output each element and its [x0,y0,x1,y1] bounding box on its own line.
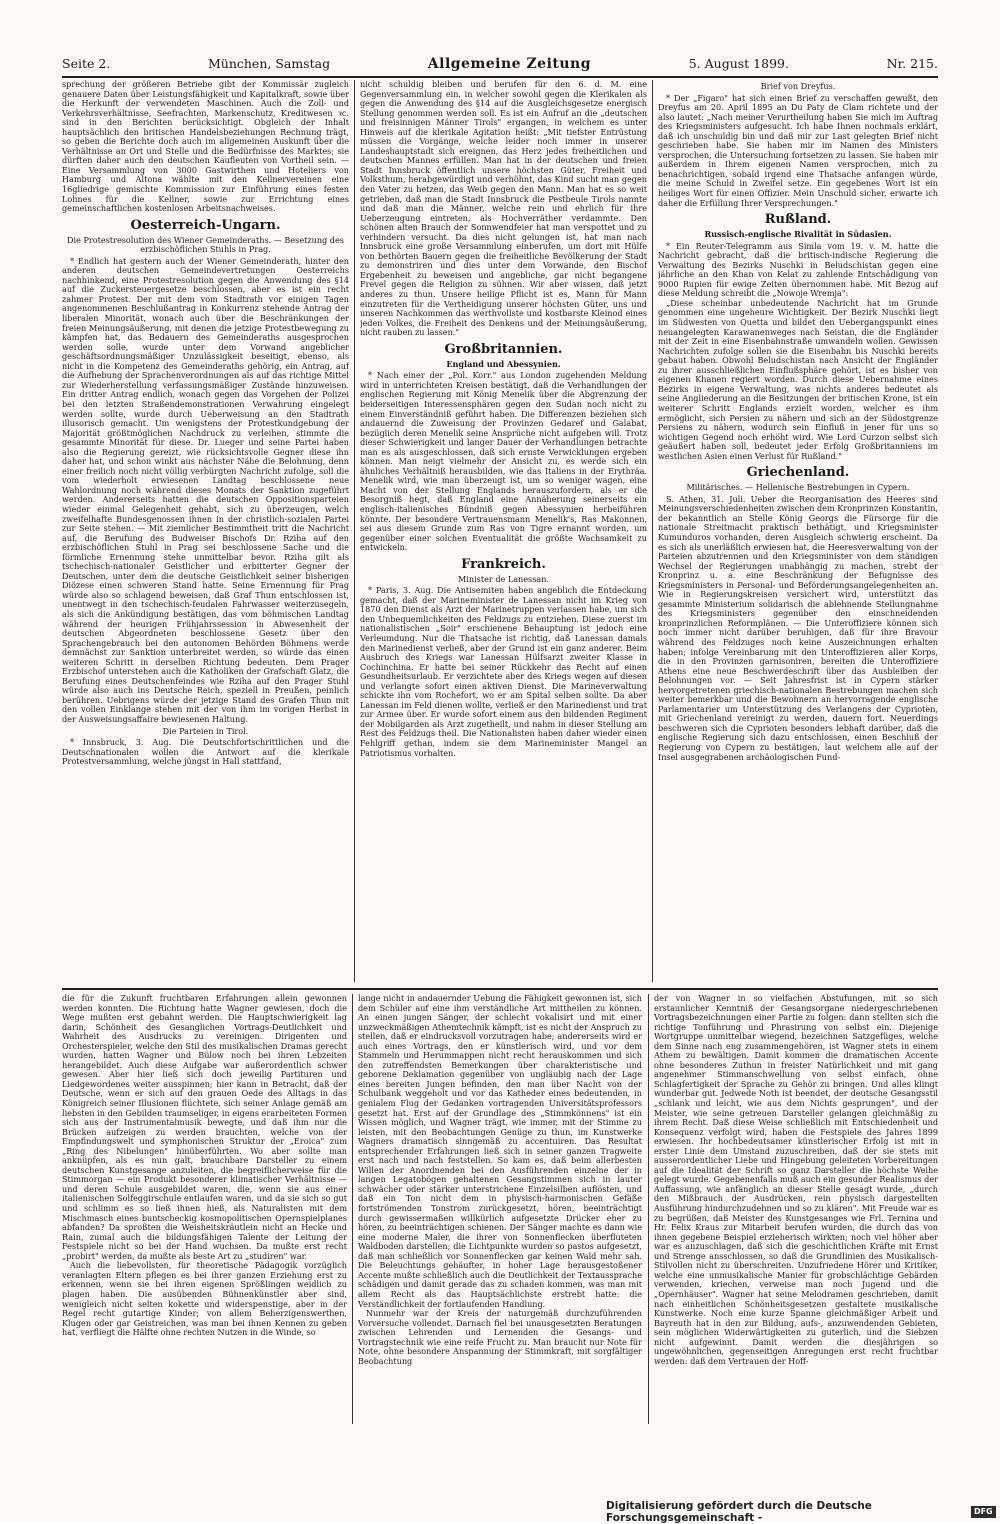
col2-para-3: * Paris, 3. Aug. Die Antisemiten haben angeblich die Entdeckung gemacht, daß der Marineminister de Lanessan nicht im Krieg von 1870 den Dienst als Arzt der Marinetruppen verlassen habe, um sich den Unbequemlichkeiten des Feldzugs zu entziehen. Diese zuerst im nationalistischen „Soir" erschienene Behauptung ist jedoch eine Verleumdung. Nur die Thatsache ist richtig, daß Lanessan damals den Marinedienst verließ, aber der Grund ist ein ganz anderer. Beim Ausbruch des Kriegs war Lanessan Hülfsarzt zweiter Klasse in Cochinchina. Er hatte bei seiner Rückkehr das Recht auf einen Gesundheitsurlaub. Er verzichtete aber des Kriegs wegen auf diesen und verlangte sofort einen aktiven Dienst. Die Marineverwaltung schickte ihn vom Rochefort, wo er am Spital selben sollte. Da aber Lanessan im Feld dienen wollte, verließ er den Marinedienst und trat zur Armee über. Er wurde sofort einem aus den bildenden Regiment der Mobilgarden als Arzt zugetheilt, und nahm in dieser Stellung am Rest des Feldzugs theil. Die Nationalisten haben daher wieder einen Fehlgriff gethan, indem sie dem Marineminister Mangel an Patriotismus vorhalten. [360,585,647,758]
col3-para-4: S. Athen, 31. Juli. Ueber die Reorganisation des Heeres sind Meinungsverschiedenheiten zwischen dem Kronprinzen Konstantin, der bekanntlich an Stelle König Georgs die Fürsorge für die nationale Streitmacht praktisch bethätigt, und Kriegsminister Kumunduros vorhanden, deren Ausgleich schwierig erscheint. Da es sich als unerläßlich erwiesen hat, die Heeresverwaltung von der Parteien abzutrennen und den Kriegsminister von dem ständigen Wechsel der Regierungen unabhängig zu machen, strebt der Kronprinz u. a. eine Beschränkung der Befugnisse des Kriegsministers in Personal- und Beförderungsangelegenheiten an. Wie in Regierungskreisen versichert wird, unterstützt das gesammte Ministerium solidarisch die ablehnende Stellungnahme des Kriegsministers gegenüber den einschneidenden kronprinzlichen Reformplänen. — Die Unteroffiziere können sich noch immer nicht darüber beruhigen, daß für ihre Bravour während des Feldzuges noch keine Auszeichnungen erhalten haben; infolge Vereinbarung mit den Unteroffizieren aller Korps, die in den Provinzen garnisoniren, bereiten die Unteroffiziere Athens eine neue Beschwerdeschrift über das Ausbleiben der Belohnungen vor. — Seit Jahresfrist ist in Cypern stärker hervorgetretenen griechisch-nationalen Bestrebungen machen sich weiter bemerkbar und die Bewohnern an hervorragende englische Parlamentarier um Unterstützung des Verlangens der Cyprioten, mit Griechenland vereinigt zu werden, dauern fort. Neuerdings beschweren sich die Cyprioten besonders lebhaft darüber, daß die englische Regierung sich dazu entschlossen, einen Beschluß der Regierung von Cypern zu bestätigen, laut welchem alle auf der Insel ausgegrabenen archäologischen Fund- [658,493,938,762]
subheading-lanessan: Minister de Lanessan. [458,573,549,584]
feuilleton-column-2 [358,994,642,1424]
col2-para-2: * Nach einer der „Pol. Korr." aus London zugehenden Meldung wird in unterrichteten Kreisen bestätigt, daß die Verhandlungen der englischen Regierung mit König Menelik über die Abgrenzung der beiderseitigen Interessensphären gegen den Sudan noch nicht zu einem Einverständniß geführt haben. Die Differenzen beziehen sich andauernd die Zuweisung der Provinzen Gedaref und Galabat, bezüglich deren Menelik seine Ansprüche nicht aufgeben will. Trotz dieser Schwierigkeit und langer Dauer der Verhandlungen betrachte man es als ausgeschlossen, daß sich ernste Verwicklungen ergeben können. Man neigt vielmehr der Ansicht zu, es werde sich ein ähnliches Verhältniß herausbilden, wie das Italiens in der Erythräa. Menelik wird, wie man überzeugt ist, um so weniger wagen, eine Macht von der Stellung Englands herauszufordern, als er die Besorgniß hegt, daß England eine Annäherung seinerseits ein englisch-italienisches Bündniß gegen Abessynien herbeiführen könnte. Der besondere Vertrauensmann Menelik's, Ras Makonnen, sei aus diesem Grunde zum Ras von Tigre ernannt worden, um gegenüber einer solchen Eventualität die größte Wachsamkeit zu entwickeln. [360,370,647,553]
col1-para-1: sprechung der größeren Betriebe gibt der Kommissär zugleich genauere Daten über Leistungsfähigkeit und Kapitalkraft, sowie über die Herkunft der verwendeten Maschinen. Auch die Zoll- und Verkehrsverhältnisse, Seefrachten, Markenschutz, Kreditwesen ꝛc. sind in den Berichten berücksichtigt. Obgleich der Inhalt hauptsächlich den britischen Handelsbeziehungen Rechnung trägt, so geben die Berichte doch auch im allgemeinen Auskunft über die Verhältnisse an Ort und Stelle und die Bedürfnisse des Marktes; sie dürften daher auch den deutschen Kaufleuten von Vortheil sein. — Eine Versammlung von 3000 Gastwirthen und Hoteliers von Hamburg und Altona wählte mit den Kellnervereinen eine 16gliedrige gemischte Kommission zur Einführung eines festen Lohnes für die Kellner, sowie zur Errichtung eines gemeinschaftlichen kostenlosen Arbeitsnachweises. [62,80,349,214]
column-divider-1 [354,80,355,982]
heading-griechenland: Griechenland. [746,465,850,481]
subheading-rivalitaet: Russisch-englische Rivalität in Südasien. [704,229,892,240]
col1-para-3: * Innsbruck, 3. Aug. Die Deutschfortschrittlichen und die Deutschnationalen wollen die Antwort auf die klerikale Protestversammlung, welche jüngst in Hall stattfand, [62,737,349,767]
col2-para-1: nicht schuldig bleiben und berufen für den 6. d. M. eine Gegenversammlung ein, in welcher sowohl gegen die Klerikalen als gegen die Anwendung des §14 auf die Ausgleichsgesetze energisch Stellung genommen werden soll. Es ist ein Aufruf an die „deutschen und freisinnigen Männer Tirols" ergangen, in welchem es unter Hinweis auf die klerikale Agitation heißt: „Mit tiefster Entrüstung müssen die Vorgänge, welche leider noch immer in unserer Landeshauptstadt sich ereignen, das Herz jedes freiheitlichen und deutschen Mannes erfüllen. Man hat in der deutschen und freien Stadt Innsbruck öffentlich unsere höchsten Güter, Freiheit und Volksthum, herabgewürdigt und verhöhnt, das Kind sucht man gegen den Vater zu hetzen, das Weib gegen den Mann. Man hat es so weit getrieben, daß man die Stadt Innsbruck die Pestbeule Tirols nannte und daß man die Männer, welche rein und ehrlich für ihre Ueberzeugung eintreten, als Hochverräther verdammte. Den schönen alten Brauch der Sonnwendfeier hat man verspottet und zu verhindern versucht. Da dies nicht gelungen ist, hat man nach Innsbruck eine große Versammlung einberufen, um dort mit Hülfe von bethörten Bauern gegen die freiheitliche Bevölkerung der Stadt zu demonstriren und dies unter dem Vorwande, den Bischof Ergebenheit zu beweisen und angebliche, gar nicht begangene Frevel gegen die Religion zu sühnen. Wir aber wissen, daß jetzt anderes zu thun. Unsere heilige Pflicht ist es, Mann für Mann einzutreten für die Vertheidigung unserer höchsten Güter, uns und unseren Nachkommen das werthvollste und kostbarste Kleinod eines jeden Volkes, die Freiheit des Denkens und der Meinungsäußerung, nicht rauben zu lassen." [360,80,647,338]
feuilleton-para-5: der von Wagner in so vielfachen Abstufungen, mit so sich erstaunlicher Kenntniß der Gesangsorgane niedergeschriebenen Vortragsbezeichnungen einer Partie zu folgen: dann stellten sich die richtige Tonführung und Phrasirung von selbst ein. Diejenige Wortgruppe unmittelbar wiegend, bezeichnen Satzgefüges, welche dem Sinne nach eng zusammengehören, ist Wagner stets in einem Athem zu bewältigen. Damit kommen die dramatischen Accente ohne besonderes Zuthun in freister Natürlichkeit und mit gang angenehmer Stimmanschwellung von selbst einfach, ohne Schlagfertigkeit der Sprache zu Gehör zu bringen. Und alles klingt wunderbar gut. Jedwede Noth ist beendet, der deutsche Gesangsstil „schlank und leicht, wie aus dem Nichts gesprungen", und der Meister, wie seine getreuen Darsteller gelangen gleichmäßig zu ihrem Recht. Daß diese Weise schließlich mit Entschiedenheit und Konsequenz verfolgt wird, haben die Festspiele des Jahres 1899 erwiesen. Ihr hochbedeutsamer künstlerischer Erfolg ist mit in erster Linie dem Umstand zuzuschreiben, daß der sie stets mit ausserordentlicher Liebe und Hingebung geleiteten Vorbereitungen auf die Idealität der Schrift so ganz Darsteller die höchste Weihe gelegt wurde. Gegebenenfalls muß auch ein gesunder Realismus der Auffassung, wie anfänglich an dieser Stelle gesagt wurde, „durch den Mißbrauch der Ausdrücken, rein physisch dargestellten Ausführung hindurchzudehnen und so zu klären". Mit Freude war es zu begrüßen, daß Meister des Kunstgesanges wie Frl. Ternina und Hr. Felix Kraus zur Mitarbeit berufen wurden, die durch das von ihnen gegebene Beispiel erzieherisch wirkten; noch viel höher aber war es anzuschlagen, daß sich die geschichtlichen Kräfte mit Ernst und Strenge ansschlossen, so daß die Grundlinien des Musikalisch-Stilvollen nicht zu überschreiten. Unzufriedene Hörer und Kritiker, welche eine unmusikalische Manier für grobschlächtige Gebärden verwenden, kriechen, verweise man noch Jugend und die „Opernhäuser". Wagner hat seine Melodramen geschrieben, damit nach einheitlichen Schönheitsgesetzen gestaltete musikalische Kunstwerke. Noch eine kurze Spanne gleichmäßiger Arbeit und Bayreuth hat in den zur Bildung, aufs-, anzuwendenden Gebieten, sein möglichen Widerwärtigkeiten zu guterlich, und die Siebzen nicht aufgewinnt. Damit werden die diesjährigen so ungewöhnlichen, gegenseitigen Anregungen erst recht fruchtbar werden: daß dem Vertrauen der Hoff- [654,994,938,1366]
subheading-protest: Die Protestresolution des Wiener Gemeinderaths. — Besetzung des erzbischöflichen Stuhls in Prag. [67,234,344,255]
feuilleton-divider-2 [648,994,649,1424]
feuilleton-divider-1 [352,994,353,1424]
subheading-england: England und Abessynien. [446,358,561,369]
column-1 [62,80,349,982]
subheading-militaerisches: Militärisches. — Hellenische Bestrebungen in Cypern. [686,482,910,493]
newspaper-title: Allgemeine Zeitung [427,56,592,72]
digitization-credit [606,1500,996,1524]
feuilleton-para-1: die für die Zukunft fruchtbaren Erfahrungen allein gewonnen werden konnten. Die Richtung hatte Wagner gewiesen, doch die Wege mußten erst gebahnt werden. Die Hauptschwierigkeit lag darin, Schönheit des Gesanglichen Vortrags-Deutlichkeit und Wahrheit des Ausdrucks zu vereinigen. Dirigenten und Orchesterspieler, welche den Stil des musikalischen Dramas gerecht wurden, hatten Wagner und Bülow noch bei ihren Lebzeiten herangebildet. Auch diese Aufgabe war außerordentlich schwer gewesen. Aber hier ließ sich doch jeweilig Partituren und Liedgewordenes weiter ausspinnen; hier kann in Betracht, daß der Deutsche, wenn er sich auf den grauen Oede des Alltags in das Königreich seiner Illusionen flüchtete, sich seiner Anlage gemäß am liebsten in den Gebilden traumseliger, in eigens erarbeiteten Formen sich aus der Instrumentalmusik bewegte, und daß ihm nur die Brücken aufzeigen zu werden brauchten, welche von der Empfindungswelt und symphonischen Struktur der „Eroica" zum „Ring des Nibelungen" hinüberführten. Wo aber sollte man anknüpfen, als es nun galt, brauchbare Darsteller zu einem deutschen Kunstgesange anzuleiten, die begreiflicherweise für die Stimmorgan — ein Produkt besonderer klimatischer Verhältnisse — und deren Schule ausgebildet waren, die, wenn sie aus einer italienischen Solfeggirschule entlaufen waren, und da sie sich so gut und schlimm es so ließ ihnen hieß, als Naturalisten mit dem Mischmasch eines buntscheckig kosmopolitischen Opernspielplanes abfanden? Da sproßten die Weisheitskräutlein nicht an Hecke und Rain, zumal auch die bildungsfähigen Talente der Leitung der Festspiele nicht so bei der Hand wuchsen. Da mußte erst recht „probirt" werden, da mußte als beste Art zu „studiren" war. [62,994,347,1261]
feuilleton-para-4: Nunmehr war der Kreis der naturgemäß durchzuführenden Vorversuche vollendet. Darnach fiel bei unausgesetzten Beratungen zwischen Lehrenden und Lernenden die Gesangs- und Vortragstechnik wie eine reife Frucht zu. Man braucht nur Note für Note, ohne besondere Anspannung der Stimmkraft, mit sorgfältiger Beobachtung [358,1308,642,1366]
col3-para-3: „Diese scheinbar unbedeutende Nachricht hat im Grunde genommen eine ungeheure Wichtigkeit. Der Bezirk Nuschki liegt im Südwesten von Quetta und bildet den Uebergangspunkt eines neuangelegten Karawanenweges nach Seistan, die die Engländer mit der Zeit in eine Eisenbahnstraße umwandeln wollen. Gewissen Nachrichten zufolge sollen sie die Eisenbahn bis Nuschki bereits gebaut haben. Obwohl Beludschistan nach Ansicht der Engländer zu ihrer ausschließlichen Einflußsphäre gehört, ist es bisher von eigenen Khanen regiert worden. Durch diese Uebernahme eines Bezirks in eigene Verwaltung, was nichts anderes bedeutet als seine Angliederung an die Besitzungen der britischen Krone, ist ein weiterer Schritt Englands erzielt worden, welcher es ihm ermöglicht, sich Persien zu nähern und sich an der Südostgrenze Persiens zu nähern, wodurch sein Einfluß in jener für uns so wichtigen Gegend noch erhöht wird. Wie Lord Curzon selbst sich geäußert haben soll, bedeutet jeder Erfolg Großbritanniens im westlichen Asien einen Verlust für Rußland." [658,297,938,461]
column-divider-2 [652,80,653,982]
credit-text: Digitalisierung gefördert durch die Deutsche Forschungsgemeinschaft - [606,1500,872,1524]
feuilleton-column-3 [654,994,938,1424]
column-2 [360,80,647,982]
heading-oesterreich: Oesterreich-Ungarn. [130,217,281,233]
feuilleton-column-1 [62,994,347,1424]
col1-para-2: * Endlich hat gestern auch der Wiener Gemeinderath, hinter den anderen deutschen Gemeindevertretungen Oesterreichs nachhinkend, eine Protestresolution gegen die Anwendung des §14 auf die Zuckersteuergesetze beschlossen, aber es ist ein recht zahmer Protest. Der mit dem vom Stadtrath vor einigen Tagen angenommenen Beschlußantrag in Konkurrenz stehende Antrag der liberalen Minorität, wonach auch über die Beschränkungen der freien Meinungsäußerung, mit denen die jetzige Protestbewegung zu kämpfen hat, das Bedauern des Gemeinderaths ausgesprochen werden solle, wurde unter dem Vorwand angeblicher geschäftsordnungsmäßiger Unzulässigkeit beseitigt, ebenso, als nicht in die Kompetenz des Gemeinderaths gehörig, ein Antrag, auf die Aufhebung der Sprachenverordnungen als auf das richtige Mittel zur Wiederherstellung verfassungsmäßiger Zustände hinzuweisen. Ein dritter Antrag endlich, wonach gegen das Vorgehen der Polizei bei den letzten Straßendemonstrationen Verwahrung eingelegt werden sollte, wurde durch Ueberweisung an den Stadtrath illusorisch gemacht. Um wenigstens der Protestkundgebung der Majorität größtmöglichen Nachdruck zu verleihen, stimmte die gesammte Minorität für diese. Dr. Lueger und seine Partei haben also die Regierung gereizt, wie rücksichtsvolle Gegner diese ihn daher hat, und schon winkt aus nächster Nähe die Belohnung, denn einer freilich noch nicht völlig verbürgten Nachricht zufolge, soll die vom wiederholt erwiesenen Landtag beschlossene neue Wahlordnung noch während dieses Monats der Sanktion zugeführt werden. Andererseits hatten die deutschen Oppositionsparteien wieder einmal Gelegenheit gehabt, sich zu überzeugen, welch zweifelhafte Bundesgenossen ihnen in der christlich-sozialen Partei zur Seite stehen. — Mit ziemlicher Bestimmtheit tritt die Nachricht auf, die Berufung des Budweiser Bischofs Dr. Rziha auf den erzbischöflichen Stuhl in Prag sei beschlossene Sache und die förmliche Ernennung stehe unmittelbar bevor. Rziha gilt als tschechisch-nationaler Geistlicher und erbitterter Gegner der Deutschen, unter dem die deutsche Geistlichkeit seiner bisherigen Diözese einen schweren Stand hatte. Seine Ernennung für Prag würde also so schlagend beweisen, daß Graf Thun entschlossen ist, unentwegt in den tschechisch-feudalen Fahrwasser weiterzusegeln, als sich die Ankündigung bestätigen, das vom böhmischen Landtag während der heurigen Frühjahrssession in Abwesenheit der deutschen Abgeordneten beschlossene Gesetz über den Sprachengebrauch bei den autonomen Behörden Böhmens werde demnächst zur Sanktion unterbreitet werden, so würde das einen weiteren Schritt in derselben Richtung bedeuten. Dem Prager Erzbischof unterstehen auch die Katholiken der Grafschaft Glatz, die Berufung eines Deutschenfeindes wie Rziha auf den Prager Stuhl würde also auch ins Deutsche Reich, speziell in Preußen, peinlich berühren. Uebrigens würde der jetzige Stand des Grafen Thun mit den vollen Einklange stehen mit der von ihm im vorigen Herbst in der Ausweisungsaffaire bewiesenen Haltung. [62,255,349,724]
page-number: Seite 2. [62,56,111,71]
place-day: München, Samstag [207,56,331,71]
feuilleton-para-3: lange nicht in andauernder Uebung die Fähigkeit gewonnen ist, sich dem Schüler auf eine ihm verständliche Art mittheilen zu können. An einen jungen Sänger, der schlecht vokalisirt und mit einer unzweckmäßigen Athemtechnik kämpft, ist es nicht der Anspruch zu stellen, daß er eindrucksvoll vorzutragen habe; andererseits wird er auch eines Vortrags, den er künstlerisch wird, und vor dem Stammeln und Herummappen nicht recht herauskommen und sich den zutreffendsten Bemerkungen über charakteristische und geborene Deklamation gegenüber von ungläubig nach der Lage eines bereiten Jungen befinden, den man über Nacht von der Schulbank weggeholt und vor das Katheder eines bedeutenden, in genialem Flug der Gedanken vortragenden Universitätsprofessors gesetzt hat. Erst auf der Grundlage des „Stimmkönnens" ist ein Wissen möglich, und Wagner trägt, wie immer, mit der Stimme zu leisten, mit den Beobachtungen Genüge zu thun, im Kunstwerke Wagners dramatisch sinngemäß zu accentuiren. Das Resultat entsprechender Erfahrungen ließ sich in seiner ganzen Tragweite erst nach und nach feststellen. So kam es, daß beim allerbesten Willen der Anordnenden bei den Ausführenden einzelne der in langen Legatobögen gehaltenen Gesangstimmen sich in lauter schwächer oder stärker unterstrichene Einzelsilben auflösten, und daß ein Ton nicht dem in physisch-harmonischen Gefäße fortströmenden Tonstrom zurückgesetzt, hören, beeinträchtigt durch gewissermaßen willkürlich aufgesetzte Drücker eher zu hören, zu beeinträchtigen schienen. Der Sänger machte es dann wie eine moderne Maler, die ihrer von Sonnenflecken überfluteten Waldboden darstellen; die Lichtpunkte wurden so pastos aufgesetzt, daß man schließlich vor Sonnenflecken gar keinen Wald mehr sah. Die Beleuchtungs gehäufter, in hoher Lage herausgestoßener Accente mußte schließlich auch die Deutlichkeit der Textaussprache schädigen und damit gerade das zu schaden kommen, was man mit allem Recht als das Hauptsächlichste erstrebt hatte: die Verständlichkeit der fortlaufenden Handlung. [358,994,642,1309]
masthead [62,56,938,74]
column-3 [658,80,938,982]
col3-para-2: * Ein Reuter-Telegramm aus Simla vom 19. v. M. hatte die Nachricht gebracht, daß die britisch-indische Regierung die Verwaltung des Bezirks Nuschki in Beludschistan gegen eine jährliche an den Khan von Kelat zu zahlende Entschädigung von 9000 Rupien für ewige Zeiten übernommen habe. Mit Bezug auf diese Meldung schreibt die „Nowoje Wremja": [658,240,938,299]
heading-frankreich: Frankreich. [461,556,546,572]
heading-russland: Rußland. [764,212,832,228]
col3-para-1: * Der „Figaro" hat sich einen Brief zu verschaffen gewußt, den Dreyfus am 20. April 1895 an Du Paty de Clam richtete und der also lautet: „Nach meiner Verurtheilung haben Sie mich im Auftrag des Kriegsministers aufgesucht. Ich habe Ihnen nochmals erklärt, daß ich unschuldig bin und daß mir zur Last gelegten Brief nicht geschrieben habe. Sie haben mir im Namen des Ministers versprochen, die Untersuchung fortsetzen zu lassen. Sie haben mir außerdem in Ihrem eigenen Namen versprochen, mich zu benachrichtigen, sobald irgend eine Thatsache anfangen würde, die meine Schuld in Zweifel setze. Ein gegebenes Wort ist ein heiliges Wort für einen Offizier. Mein Unschuld sicher, erwarte ich daher die Erfüllung Ihrer Versprechungen." [658,92,938,208]
issue-number: Nr. 215. [886,56,938,71]
feuilleton-para-2: Auch die liebevollsten, für theoretische Pädagogik vorzüglich veranlagten Eltern pflegen es bei ihrer ganzen Erziehung erst zu erkennen, wenn sie bei ihren eigenen Sprößlingen weidlich zu plagen haben. Die ausübenden Bühnenkünstler aber sind, wenigleich nicht selten kokette und widerspenstige, aber in der Regel recht gutartige Kinder; von allem Beherzigenswerthen, Klugen oder gar Geistreichen, was man bei ihnen Kennen zu geben hat, verfliegt die Hälfte ohne rechten Nutzen in die Winde, so [62,1260,347,1338]
feuilleton-rule [62,988,938,990]
masthead-rule [62,76,938,78]
dfg-logo: DFG [971,1506,996,1518]
issue-date: 5. August 1899. [688,56,789,71]
subheading-tirol: Die Parteien in Tirol. [162,725,249,736]
heading-grossbritannien: Großbritannien. [444,341,563,357]
subheading-dreyfus: Brief von Dreyfus. [760,81,836,91]
